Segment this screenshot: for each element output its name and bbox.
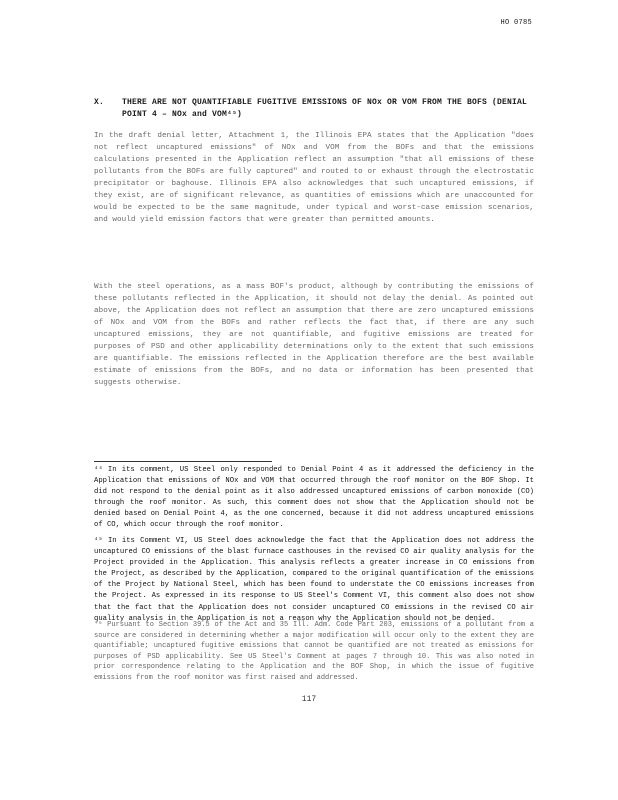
page-number: 117	[301, 695, 317, 704]
section-number: X.	[94, 98, 105, 107]
body-paragraph: With the steel operations, as a mass BOF's product, although by contributing the emissions of these pollutants reflected in the Application, it should not delay the denial. As pointed out above, the Application does not reflect an assumption that there are zero uncaptured emissions of NOx and VOM from the BOFs and rather reflects the fact that, if there are any such uncaptured emissions, they are not quantifiable, and fugitive emissions are treated for purposes of PSD and other applicability determinations only to the extent that such emissions are quantifiable. The emissions reflected in the Application therefore are the best available estimate of emissions from the BOFs, and no data or information has been presented that suggests otherwise.	[94, 283, 534, 387]
footnote-separator	[94, 461, 272, 462]
footnote: ⁴⁵ In its Comment VI, US Steel does acknowledge the fact that the Application does not address the uncaptured CO emissions of the blast furnace casthouses in the revised CO air quality analysis for the Project provided in the Application. This analysis reflects a greater increase in CO emissions from the Project, as described by the Application, compared to the original quantification of the emissions of the Project by National Steel, which has been found to understate the CO emissions increases from the Project. As expressed in its response to US Steel's Comment VI, this comment also does not show that the fact that the Application does not consider uncaptured CO emissions in the revised CO air quality analysis in the Application is not a reason why the Application should not be denied.	[94, 537, 534, 623]
footnote: ⁴⁴ In its comment, US Steel only responded to Denial Point 4 as it addressed the deficiency in the Application that emissions of NOx and VOM that occurred through the roof monitor on the BOF Shop. It did not respond to the denial point as it also addressed uncaptured emissions of carbon monoxide (CO) through the roof monitor. As such, this comment does not show that the Application should not be denied based on Denial Point 4, as the one concerned, because it did not address uncaptured emissions of CO, which occur through the roof monitor.	[94, 466, 534, 530]
document-reference: HO 0785	[500, 19, 532, 27]
footnote: ⁴⁶ Pursuant to Section 39.5 of the Act and 35 Ill. Adm. Code Part 203, emissions of a pollutant from a source are considered in determining whether a major modification will occur only to the extent they are quantifiable; uncaptured fugitive emissions that cannot be quantified are not treated as emissions for purposes of PSD applicability. See US Steel's Comment at pages 7 through 10. This was also noted in prior correspondence relating to the Application and the BOF Shop, in which the issue of fugitive emissions from the roof monitor was first raised and addressed.	[94, 621, 534, 682]
body-paragraph: In the draft denial letter, Attachment 1, the Illinois EPA states that the Application "does not reflect uncaptured emissions" of NOx and VOM from the BOFs and that the emissions calculations presented in the Application reflect an assumption "that all emissions of these pollutants from the BOFs are fully captured" and routed to or exhaust through the electrostatic precipitator or baghouse. Illinois EPA also acknowledges that such uncaptured emissions, if they exist, are of significant relevance, as quantities of emissions which are unaccounted for would be expected to be the same magnitude, under typical and worst-case emission scenarios, and would yield emission factors that were greater than permitted amounts.	[94, 132, 534, 224]
section-title: THERE ARE NOT QUANTIFIABLE FUGITIVE EMISSIONS OF NOx OR VOM FROM THE BOFS (DENIAL POINT 4 – NOx and VOM⁴⁵)	[122, 98, 528, 119]
